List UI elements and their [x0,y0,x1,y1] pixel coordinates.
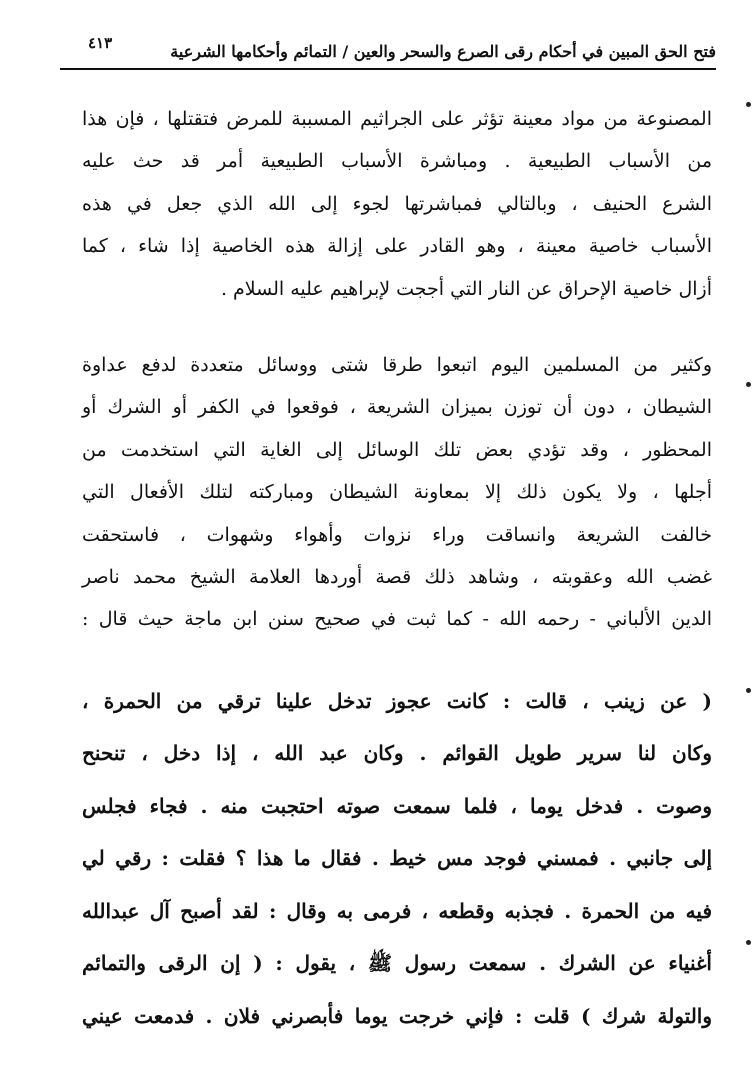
text-line: الأسباب خاصية معينة ، وهو القادر على إزالة هذه الخاصية إذا شاء ، كما [82,235,712,258]
text-line: غضب الله وعقوبته ، وشاهد ذلك قصة أوردها العلامة الشيخ محمد ناصر [82,566,712,589]
quote-line: والتولة شرك ) قلت : فإني خرجت يوما فأبصرني فلان . فدمعت عيني [82,1003,712,1028]
text-line: الشيطان ، دون أن توزن بميزان الشريعة ، فوقعوا في الكفر أو الشرك أو [82,396,712,419]
margin-dot [746,688,751,693]
text-line: خالفت الشريعة وانساقت وراء نزوات وأهواء وشهوات ، فاستحقت [82,523,712,546]
text-line: وكثير من المسلمين اليوم اتبعوا طرقا شتى ووسائل متعددة لدفع عداوة [82,354,712,377]
hadith-quote [82,675,712,1043]
page-number: ٤١٣ [88,34,113,52]
text-line: أجلها ، ولا يكون ذلك إلا بمعاونة الشيطان ومباركته لتلك الأفعال التي [82,481,712,504]
quote-line: وكان لنا سرير طويل القوائم . وكان عبد الله ، إذا دخل ، تنحنح [82,741,712,766]
header-rule [60,68,716,70]
text-line: أزال خاصية الإحراق عن النار التي أججت لإبراهيم عليه السلام . [220,277,712,300]
body-text [82,98,712,1042]
quote-line: وصوت . فدخل يوما ، فلما سمعت صوته احتجبت منه . فجاء فجلس [82,793,712,818]
quote-line: أغنياء عن الشرك . سمعت رسول ﷺ ، يقول : ( إن الرقى والتمائم [82,951,712,976]
margin-dot [746,940,751,945]
margin-dot [746,382,751,387]
text-line: الشرع الحنيف ، وبالتالي فمباشرتها لجوء إلى الله الذي جعل في هذه [82,192,712,215]
text-line: من الأسباب الطبيعية . ومباشرة الأسباب الطبيعية أمر قد حث عليه [82,150,712,173]
page-header [60,30,716,76]
margin-dot [746,102,751,107]
paragraph-2 [82,344,712,641]
quote-line: فيه من الحمرة . فجذبه وقطعه ، فرمى به وقال : لقد أصبح آل عبدالله [82,898,712,923]
running-title: فتح الحق المبين في أحكام رقى الصرع والسحر والعين / التمائم وأحكامها الشرعية [170,42,716,61]
paragraph-1 [82,98,712,310]
quote-line: ( عن زينب ، قالت : كانت عجوز تدخل علينا ترقي من الحمرة ، [82,688,712,713]
text-line: الدين الألباني - رحمه الله - كما ثبت في صحيح سنن ابن ماجة حيث قال : [82,608,712,631]
quote-line: إلى جانبي . فمسني فوجد مس خيط . فقال ما هذا ؟ فقلت : رقي لي [82,846,712,871]
text-line: المحظور ، وقد تؤدي بعض تلك الوسائل إلى الغاية التي استخدمت من [82,438,712,461]
text-line: المصنوعة من مواد معينة تؤثر على الجراثيم المسببة للمرض فتقتلها ، فإن هذا [82,108,712,130]
